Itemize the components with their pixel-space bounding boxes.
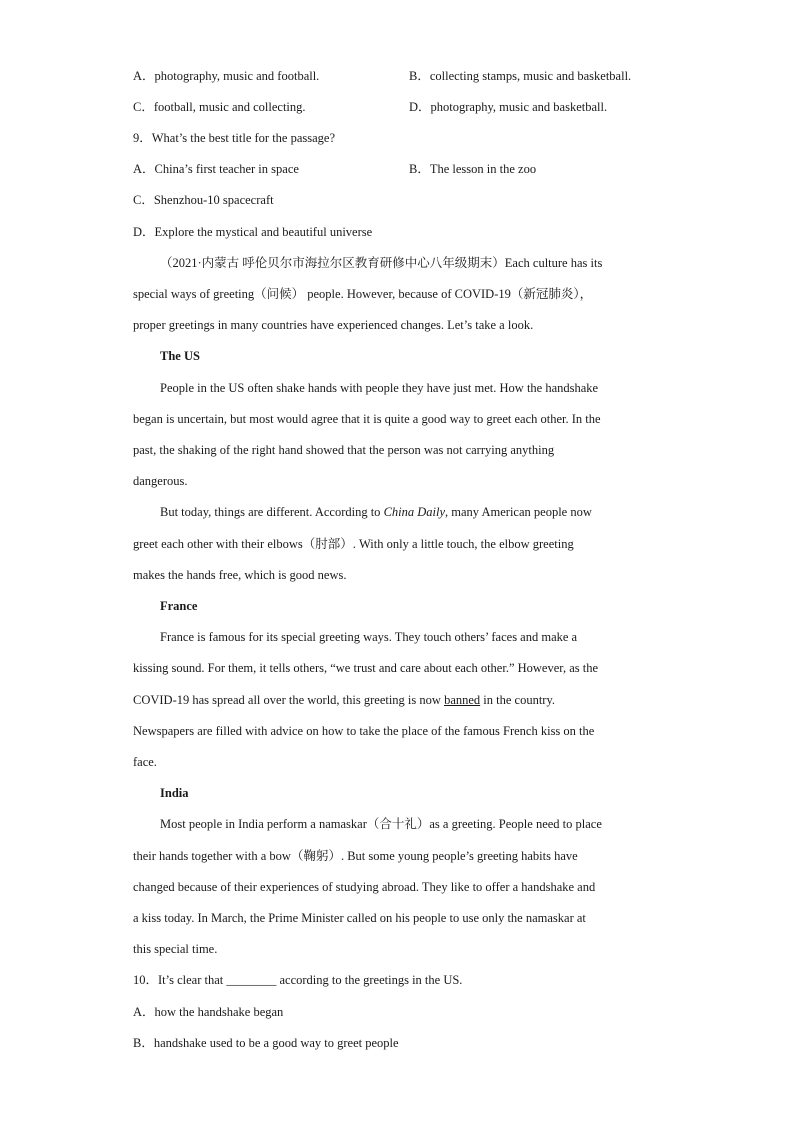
section-heading-india: India [160, 786, 189, 800]
underlined-word-banned: banned [444, 693, 481, 707]
india-line-3: changed because of their experiences of studying abroad. They like to offer a handshake and [133, 880, 596, 894]
q9-option-c: C．Shenzhou-10 spacecraft [133, 193, 274, 207]
india-line-4: a kiss today. In March, the Prime Minister called on his people to use only the namaskar at [133, 911, 586, 925]
france-line-2: kissing sound. For them, it tells others, “we trust and care about each other.” However, as the [133, 661, 599, 675]
intro-line-2: special ways of greeting（问候） people. However, because of COVID-19（新冠肺炎）， [133, 287, 593, 301]
us-paragraph-1-line-4: dangerous. [133, 474, 188, 488]
q10-option-b: B．handshake used to be a good way to greet people [133, 1036, 399, 1050]
us-paragraph-1-line-3: past, the shaking of the right hand showed that the person was not carrying anything [133, 443, 555, 457]
q8-option-b: B．collecting stamps, music and basketball. [409, 69, 632, 83]
france-l3-pre: COVID-19 has spread all over the world, this greeting is now [133, 693, 445, 707]
q10-option-a: A．how the handshake began [133, 1005, 284, 1019]
france-line-1: France is famous for its special greeting ways. They touch others’ faces and make a [160, 630, 578, 644]
q8-option-c: C．football, music and collecting. [133, 100, 306, 114]
q8-option-d: D．photography, music and basketball. [409, 100, 608, 114]
us-p2-text-post: , many American people now [445, 505, 592, 519]
us-paragraph-2-line-2: greet each other with their elbows（肘部）. With only a little touch, the elbow greeting [133, 537, 574, 551]
india-line-5: this special time. [133, 942, 218, 956]
france-l3-post: in the country. [480, 693, 556, 707]
intro-line-1: （2021·内蒙古 呼伦贝尔市海拉尔区教育研修中心八年级期末）Each culture has its [160, 256, 603, 270]
us-paragraph-2-line-1 [160, 504, 592, 520]
us-paragraph-1-line-1: People in the US often shake hands with people they have just met. How the handshake [160, 381, 599, 395]
france-line-3 [133, 692, 555, 708]
us-paragraph-2-line-3: makes the hands free, which is good news. [133, 568, 347, 582]
q9-stem: 9．What’s the best title for the passage? [133, 131, 336, 145]
q8-option-a: A．photography, music and football. [133, 69, 320, 83]
q9-option-d: D．Explore the mystical and beautiful universe [133, 225, 373, 239]
intro-line-3: proper greetings in many countries have experienced changes. Let’s take a look. [133, 318, 534, 332]
newspaper-name: China Daily [383, 505, 446, 519]
q10-stem: 10．It’s clear that ________ according to the greetings in the US. [133, 973, 463, 987]
india-line-2: their hands together with a bow（鞠躬）. But some young people’s greeting habits have [133, 849, 578, 863]
france-line-4: Newspapers are filled with advice on how to take the place of the famous French kiss on the [133, 724, 595, 738]
section-heading-us: The US [160, 349, 200, 363]
section-heading-france: France [160, 599, 198, 613]
q9-option-b: B．The lesson in the zoo [409, 162, 537, 176]
q9-option-a: A．China’s first teacher in space [133, 162, 299, 176]
us-p2-text-pre: But today, things are different. According to [160, 505, 384, 519]
india-line-1: Most people in India perform a namaskar（合十礼）as a greeting. People need to place [160, 817, 602, 831]
france-line-5: face. [133, 755, 157, 769]
us-paragraph-1-line-2: began is uncertain, but most would agree that it is quite a good way to greet each other. In the [133, 412, 601, 426]
